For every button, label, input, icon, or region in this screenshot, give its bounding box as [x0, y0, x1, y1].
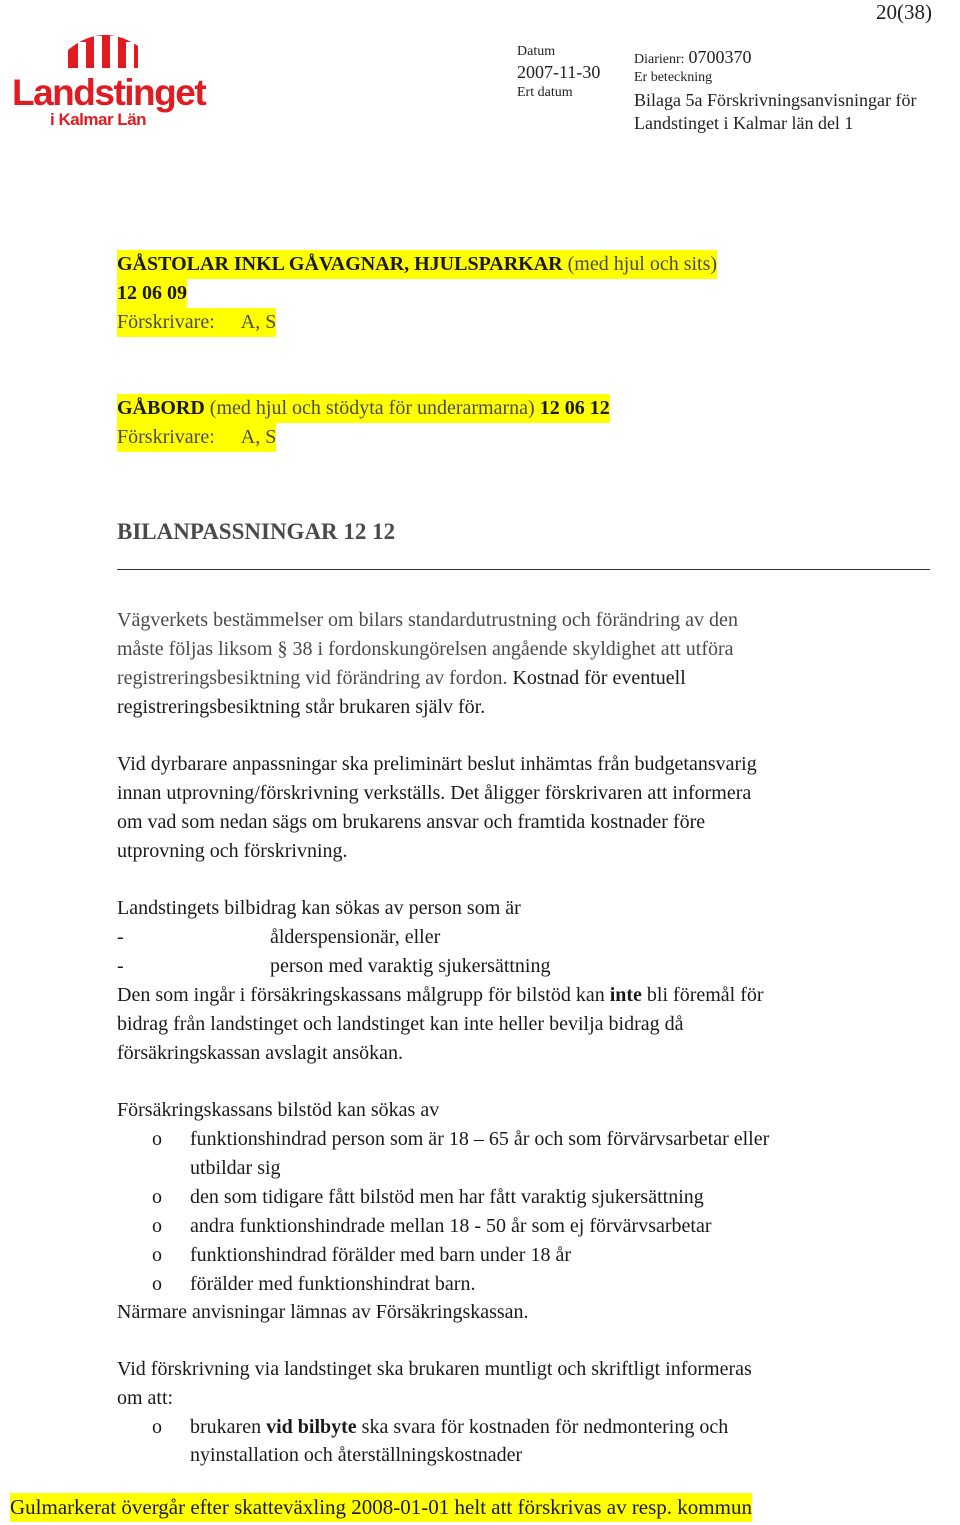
forskrivning-line1: Vid förskrivning via landstinget ska brukaren muntligt och skriftligt informeras — [117, 1358, 752, 1380]
para1-line2: måste följas liksom § 38 i fordonskungörelsen angående skyldighet att utföra — [117, 638, 734, 660]
dash-marker: - — [117, 955, 124, 977]
para2-line1: Vid dyrbarare anpassningar ska preliminärt beslut inhämtas från budgetansvarig — [117, 753, 757, 775]
gabord-code: 12 06 12 — [534, 397, 610, 419]
gastolar-code-text: 12 06 09 — [117, 282, 187, 304]
page-number: 20(38) — [876, 0, 932, 24]
gabord-prescriber — [117, 423, 276, 452]
gabord-subtitle: (med hjul och stödyta för underarmarna) — [204, 397, 535, 419]
logo-wordmark: Landstinget — [12, 72, 206, 113]
bullet-marker: o — [152, 1244, 162, 1266]
datum-label: Datum — [517, 44, 556, 59]
bullet-marker: o — [152, 1128, 162, 1150]
bilbidrag-emphasis: inte — [609, 984, 642, 1006]
bilbidrag-line1a: Den som ingår i försäkringskassans målgrupp för bilstöd kan — [117, 984, 610, 1006]
forskrivning-bullet — [190, 1413, 728, 1442]
bilbidrag-line3: försäkringskassan avslagit ansökan. — [117, 1042, 404, 1064]
ert-datum-label: Ert datum — [517, 85, 573, 100]
datum-value: 2007-11-30 — [517, 62, 601, 82]
prescriber-value: A, S — [240, 311, 277, 333]
gastolar-code — [117, 279, 187, 308]
prescriber-label: Förskrivare: — [117, 426, 215, 448]
para2-line3: om vad som nedan sägs om brukarens ansvar och framtida kostnader före — [117, 811, 706, 833]
para1-line3b: Kostnad för eventuell — [507, 667, 686, 689]
bilstod-closing: Närmare anvisningar lämnas av Försäkringskassan. — [117, 1301, 529, 1323]
bilstod-item-cont: utbildar sig — [190, 1157, 281, 1179]
bilbidrag-intro: Landstingets bilbidrag kan sökas av person som är — [117, 897, 521, 919]
footer-note: Gulmarkerat övergår efter skatteväxling 2008-01-01 helt att förskrivas av resp. kommun — [10, 1493, 752, 1522]
bullet-marker: o — [152, 1215, 162, 1237]
document-title-line2: Landstinget i Kalmar län del 1 — [634, 113, 854, 133]
beteckning-label: Er beteckning — [634, 70, 713, 85]
gabord-title: GÅBORD — [117, 397, 205, 419]
forskrivning-bullet-a: brukaren — [190, 1416, 267, 1438]
bilstod-item: andra funktionshindrade mellan 18 - 50 år som ej förvärvsarbetar — [190, 1215, 712, 1237]
forskrivning-bullet-c: ska svara för kostnaden för nedmontering och — [356, 1416, 729, 1438]
bullet-marker: o — [152, 1273, 162, 1295]
gastolar-prescriber — [117, 308, 276, 337]
bilanpassningar-heading: BILANPASSNINGAR 12 12 — [117, 519, 396, 544]
bilbidrag-line1c: bli föremål för — [641, 984, 764, 1006]
para1-line3 — [117, 664, 686, 693]
bilstod-item: förälder med funktionshindrat barn. — [190, 1273, 476, 1295]
para2-line2a: innan utprovning/förskrivning verkställs. — [117, 782, 446, 804]
bilbidrag-line2: bidrag från landstinget och landstinget kan inte heller bevilja bidrag då — [117, 1013, 684, 1035]
gabord-heading — [117, 394, 610, 423]
para2-line2b: Det åligger förskrivaren att informera — [445, 782, 752, 804]
diarienr-value: 0700370 — [688, 47, 752, 67]
bullet-marker: o — [152, 1186, 162, 1208]
bilstod-item: den som tidigare fått bilstöd men har fått varaktig sjukersättning — [190, 1186, 704, 1208]
bilbidrag-item: ålderspensionär, eller — [270, 926, 441, 948]
logo-subtitle: i Kalmar Län — [50, 110, 147, 129]
forskrivning-bullet-cont: nyinstallation och återställningskostnader — [190, 1444, 523, 1466]
bilbidrag-line1 — [117, 981, 764, 1010]
gastolar-heading — [117, 250, 717, 279]
forskrivning-emphasis: vid bilbyte — [266, 1416, 357, 1438]
bilstod-item: funktionshindrad förälder med barn under 18 år — [190, 1244, 571, 1266]
para1-line4: registreringsbesiktning står brukaren själv för. — [117, 696, 486, 718]
bilstod-item: funktionshindrad person som är 18 – 65 år och som förvärvsarbetar eller — [190, 1128, 770, 1150]
para2-line2 — [117, 779, 751, 808]
para1-line3a: registreringsbesiktning vid förändring av fordon. — [117, 667, 508, 689]
forskrivning-line2: om att: — [117, 1387, 174, 1409]
gastolar-title: GÅSTOLAR INKL GÅVAGNAR, HJULSPARKAR — [117, 253, 563, 275]
para1-line1: Vägverkets bestämmelser om bilars standardutrustning och förändring av den — [117, 609, 738, 631]
landstinget-logo — [6, 28, 206, 129]
diarienr-label: Diarienr: — [634, 52, 685, 67]
bullet-marker: o — [152, 1416, 162, 1438]
section-divider — [117, 569, 930, 570]
gastolar-subtitle: (med hjul och sits) — [562, 253, 718, 275]
para2-line4: utprovning och förskrivning. — [117, 840, 348, 862]
bilbidrag-item: person med varaktig sjukersättning — [270, 955, 551, 977]
prescriber-value: A, S — [240, 426, 277, 448]
diarienr — [634, 47, 752, 68]
dash-marker: - — [117, 926, 124, 948]
bilstod-intro: Försäkringskassans bilstöd kan sökas av — [117, 1099, 440, 1121]
prescriber-label: Förskrivare: — [117, 311, 215, 333]
document-title-line1: Bilaga 5a Förskrivningsanvisningar för — [634, 90, 917, 110]
